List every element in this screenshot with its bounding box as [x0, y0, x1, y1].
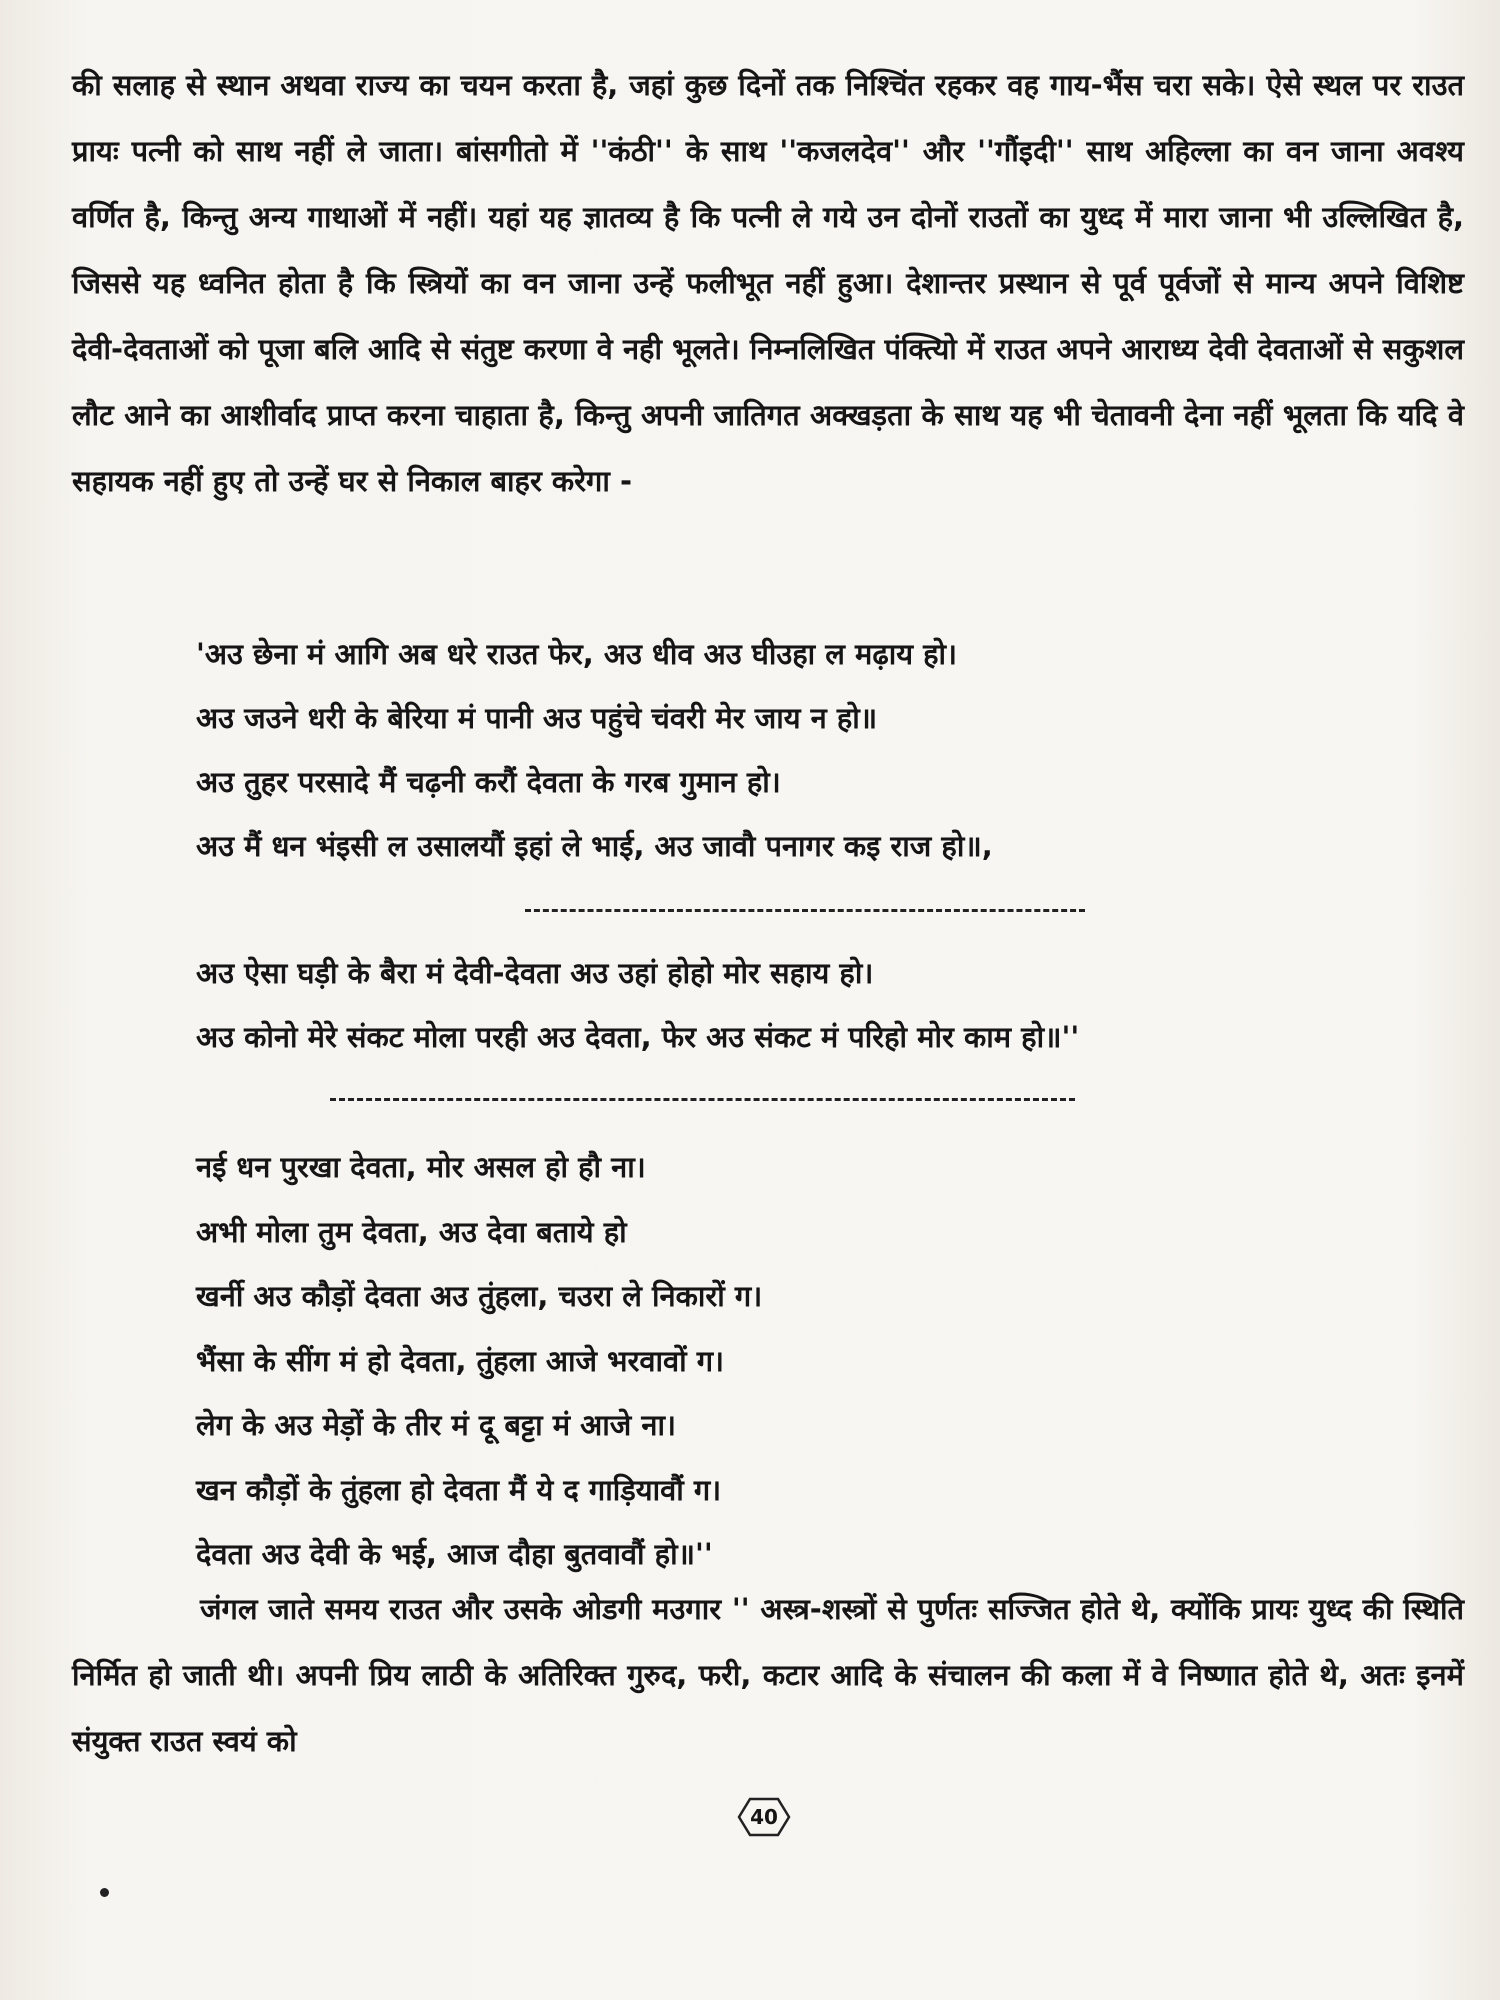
- dashed-divider: [330, 1098, 1075, 1101]
- body-paragraph-1: की सलाह से स्थान अथवा राज्य का चयन करता है, जहां कुछ दिनों तक निश्चिंत रहकर वह गाय-भैंस चरा सके। ऐसे स्थल पर राउत प्रायः पत्नी को साथ नहीं ले जाता। बांसगीतो में ''कंठी'' के साथ ''कजलदेव'' और ''गौंइदी'' साथ अहिल्ला का वन जाना अवश्य वर्णित है, किन्तु अन्य गाथाओं में नहीं। यहां यह ज्ञातव्य है कि पत्नी ले गये उन दोनों राउतों का युध्द में मारा जाना भी उल्लिखित है, जिससे यह ध्वनित होता है कि स्त्रियों का वन जाना उन्हें फलीभूत नहीं हुआ। देशान्तर प्रस्थान से पूर्व पूर्वजों से मान्य अपने विशिष्ट देवी-देवताओं को पूजा बलि आदि से संतुष्ट करणा वे नही भूलते। निम्नलिखित पंक्त्यिो में राउत अपने आराध्य देवी देवताओं से सकुशल लौट आने का आशीर्वाद प्राप्त करना चाहाता है, किन्तु अपनी जातिगत अक्खड़ता के साथ यह भी चेतावनी देना नहीं भूलता कि यदि वे सहायक नहीं हुए तो उन्हें घर से निकाल बाहर करेगा -: [72, 68, 1464, 498]
- dashed-divider: [525, 909, 1085, 912]
- verse-line: अउ मैं धन भंइसी ल उसालयौं इहां ले भाई, अउ जावौ पनागर कइ राज हो॥,: [196, 829, 993, 863]
- verse-line: 'अउ छेना मं आगि अब धरे राउत फेर, अउ धीव अउ घीउहा ल मढ़ाय हो।: [196, 637, 958, 671]
- body-paragraph-2: जंगल जाते समय राउत और उसके ओडगी मउगार '' अस्त्र-शस्त्रों से पुर्णतः सज्जित होते थे, क्योंकि प्रायः युध्द की स्थिति निर्मित हो जाती थी। अपनी प्रिय लाठी के अतिरिक्त गुरुद, फरी, कटार आदि के संचालन की कला में वे निष्णात होते थे, अतः इनमें संयुक्त राउत स्वयं को: [72, 1592, 1464, 1758]
- verse-line: अउ ऐसा घड़ी के बैरा मं देवी-देवता अउ उहां होहो मोर सहाय हो।: [196, 956, 874, 990]
- verse-line: अउ तुहर परसादे मैं चढ़नी करौं देवता के गरब गुमान हो।: [196, 765, 781, 799]
- verse-line: अउ जउने धरी के बेरिया मं पानी अउ पहुंचे चंवरी मेर जाय न हो॥: [196, 701, 878, 735]
- verse-line: भैंसा के सींग मं हो देवता, तुंहला आजे भरवावों ग।: [196, 1343, 725, 1378]
- page-number: [736, 1796, 792, 1838]
- verse-block-1: [196, 622, 1396, 878]
- ink-dot: [100, 1888, 109, 1897]
- verse-line: खर्नी अउ कौड़ों देवता अउ तुंहला, चउरा ले निकारों ग।: [196, 1279, 763, 1313]
- verse-line: खन कौड़ों के तुंहला हो देवता मैं ये द गाड़ियावौं ग।: [196, 1472, 722, 1507]
- verse-line: अभी मोला तुम देवता, अउ देवा बताये हो: [196, 1214, 627, 1249]
- verse-line: लेग के अउ मेड़ों के तीर मं दू बट्टा मं आजे ना।: [196, 1408, 676, 1442]
- verse-line: देवता अउ देवी के भई, आज दौहा बुतवावौं हो॥'': [196, 1537, 713, 1571]
- verse-block-2: [196, 941, 1396, 1069]
- verse-line: अउ कोनो मेरे संकट मोला परही अउ देवता, फेर अउ संकट मं परिहो मोर काम हो॥'': [196, 1020, 1080, 1054]
- verse-block-3: [196, 1135, 1396, 1587]
- verse-line: नई धन पुरखा देवता, मोर असल हो हौ ना।: [196, 1150, 646, 1184]
- page-number-text: 40: [750, 1805, 778, 1829]
